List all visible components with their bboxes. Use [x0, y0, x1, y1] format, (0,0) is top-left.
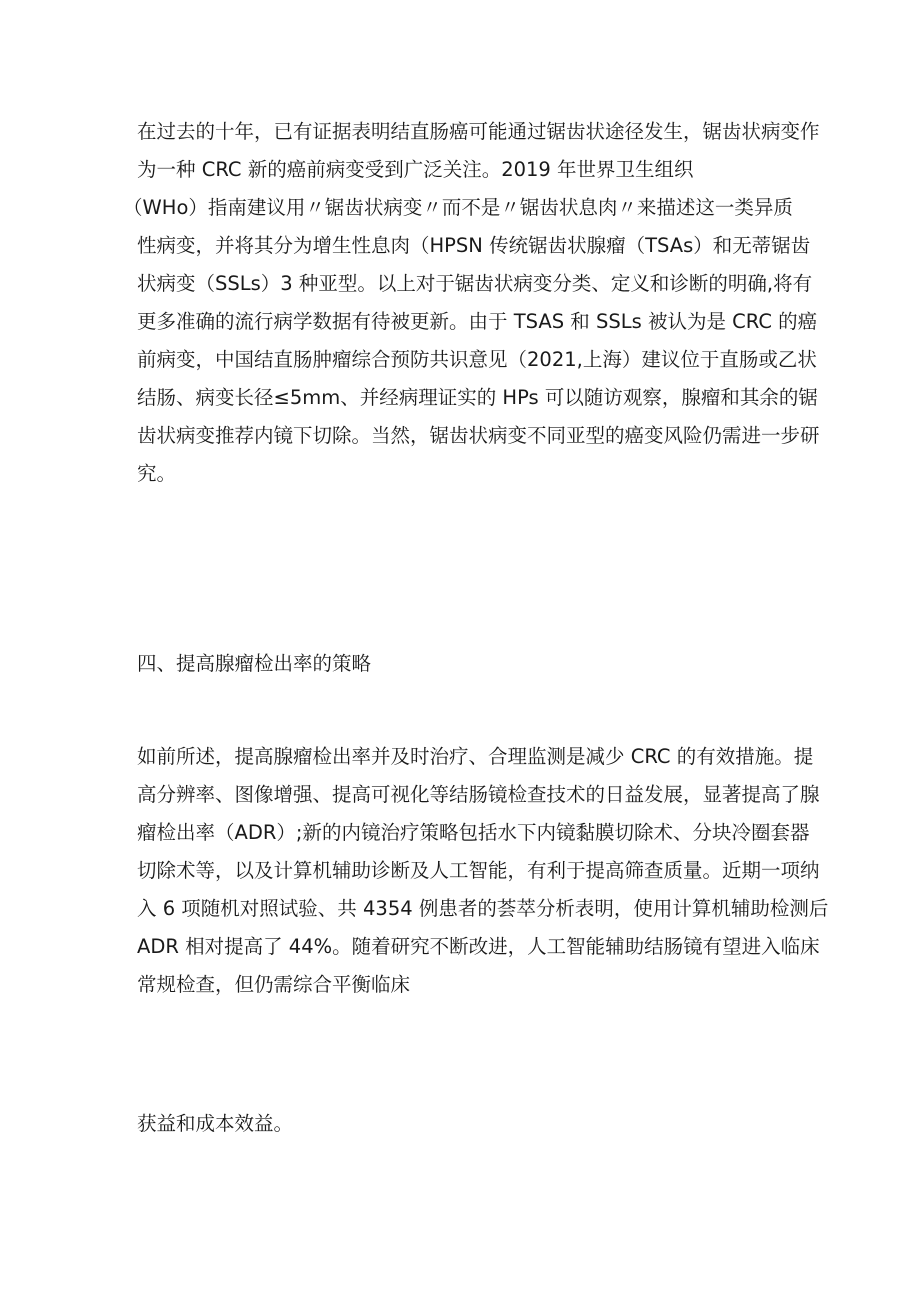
text-line: 高分辨率、图像增强、提高可视化等结肠镜检查技术的日益发展，显著提高了腺: [137, 783, 820, 806]
text-line: 入 6 项随机对照试验、共 4354 例患者的荟萃分析表明，使用计算机辅助检测后: [137, 897, 829, 920]
paragraph-adr-strategies: [137, 738, 829, 1004]
text-line: 究。: [137, 462, 177, 485]
text-line: 前病变，中国结直肠肿瘤综合预防共识意见（2021,上海）建议位于直肠或乙状: [137, 348, 817, 371]
paragraph-serrated-lesions: [123, 113, 820, 493]
text-line: 更多准确的流行病学数据有待被更新。由于 TSAS 和 SSLs 被认为是 CRC 的癌: [137, 310, 818, 333]
text-line: 性病变，并将其分为增生性息肉（HPSN 传统锯齿状腺瘤（TSAs）和无蒂锯齿: [137, 234, 811, 257]
text-line: 结肠、病变长径≤5mm、并经病理证实的 HPs 可以随访观察，腺瘤和其余的锯: [137, 386, 818, 409]
text-line: 齿状病变推荐内镜下切除。当然，锯齿状病变不同亚型的癌变风险仍需进一步研: [137, 424, 820, 447]
text-line: 如前所述，提高腺瘤检出率并及时治疗、合理监测是减少 CRC 的有效措施。提: [137, 745, 814, 768]
text-line: 状病变（SSLs）3 种亚型。以上对于锯齿状病变分类、定义和诊断的明确,将有: [137, 272, 813, 295]
text-line: ADR 相对提高了 44%。随着研究不断改进，人工智能辅助结肠镜有望进入临床: [137, 935, 820, 958]
text-line: 为一种 CRC 新的癌前病变受到广泛关注。2019 年世界卫生组织: [137, 158, 694, 181]
text-line: 在过去的十年，已有证据表明结直肠癌可能通过锯齿状途径发生，锯齿状病变作: [137, 120, 820, 143]
section-heading: 四、提高腺瘤检出率的策略: [137, 652, 372, 675]
text-line: （WHo）指南建议用〃锯齿状病变〃而不是〃锯齿状息肉〃来描述这一类异质: [123, 196, 793, 219]
text-line: 切除术等，以及计算机辅助诊断及人工智能，有利于提高筛查质量。近期一项纳: [137, 859, 820, 882]
text-line: 瘤检出率（ADR）;新的内镜治疗策略包括水下内镜黏膜切除术、分块冷圈套器: [137, 821, 810, 844]
paragraph-closing: 获益和成本效益。: [137, 1112, 294, 1135]
text-line: 常规检查，但仍需综合平衡临床: [137, 973, 411, 996]
